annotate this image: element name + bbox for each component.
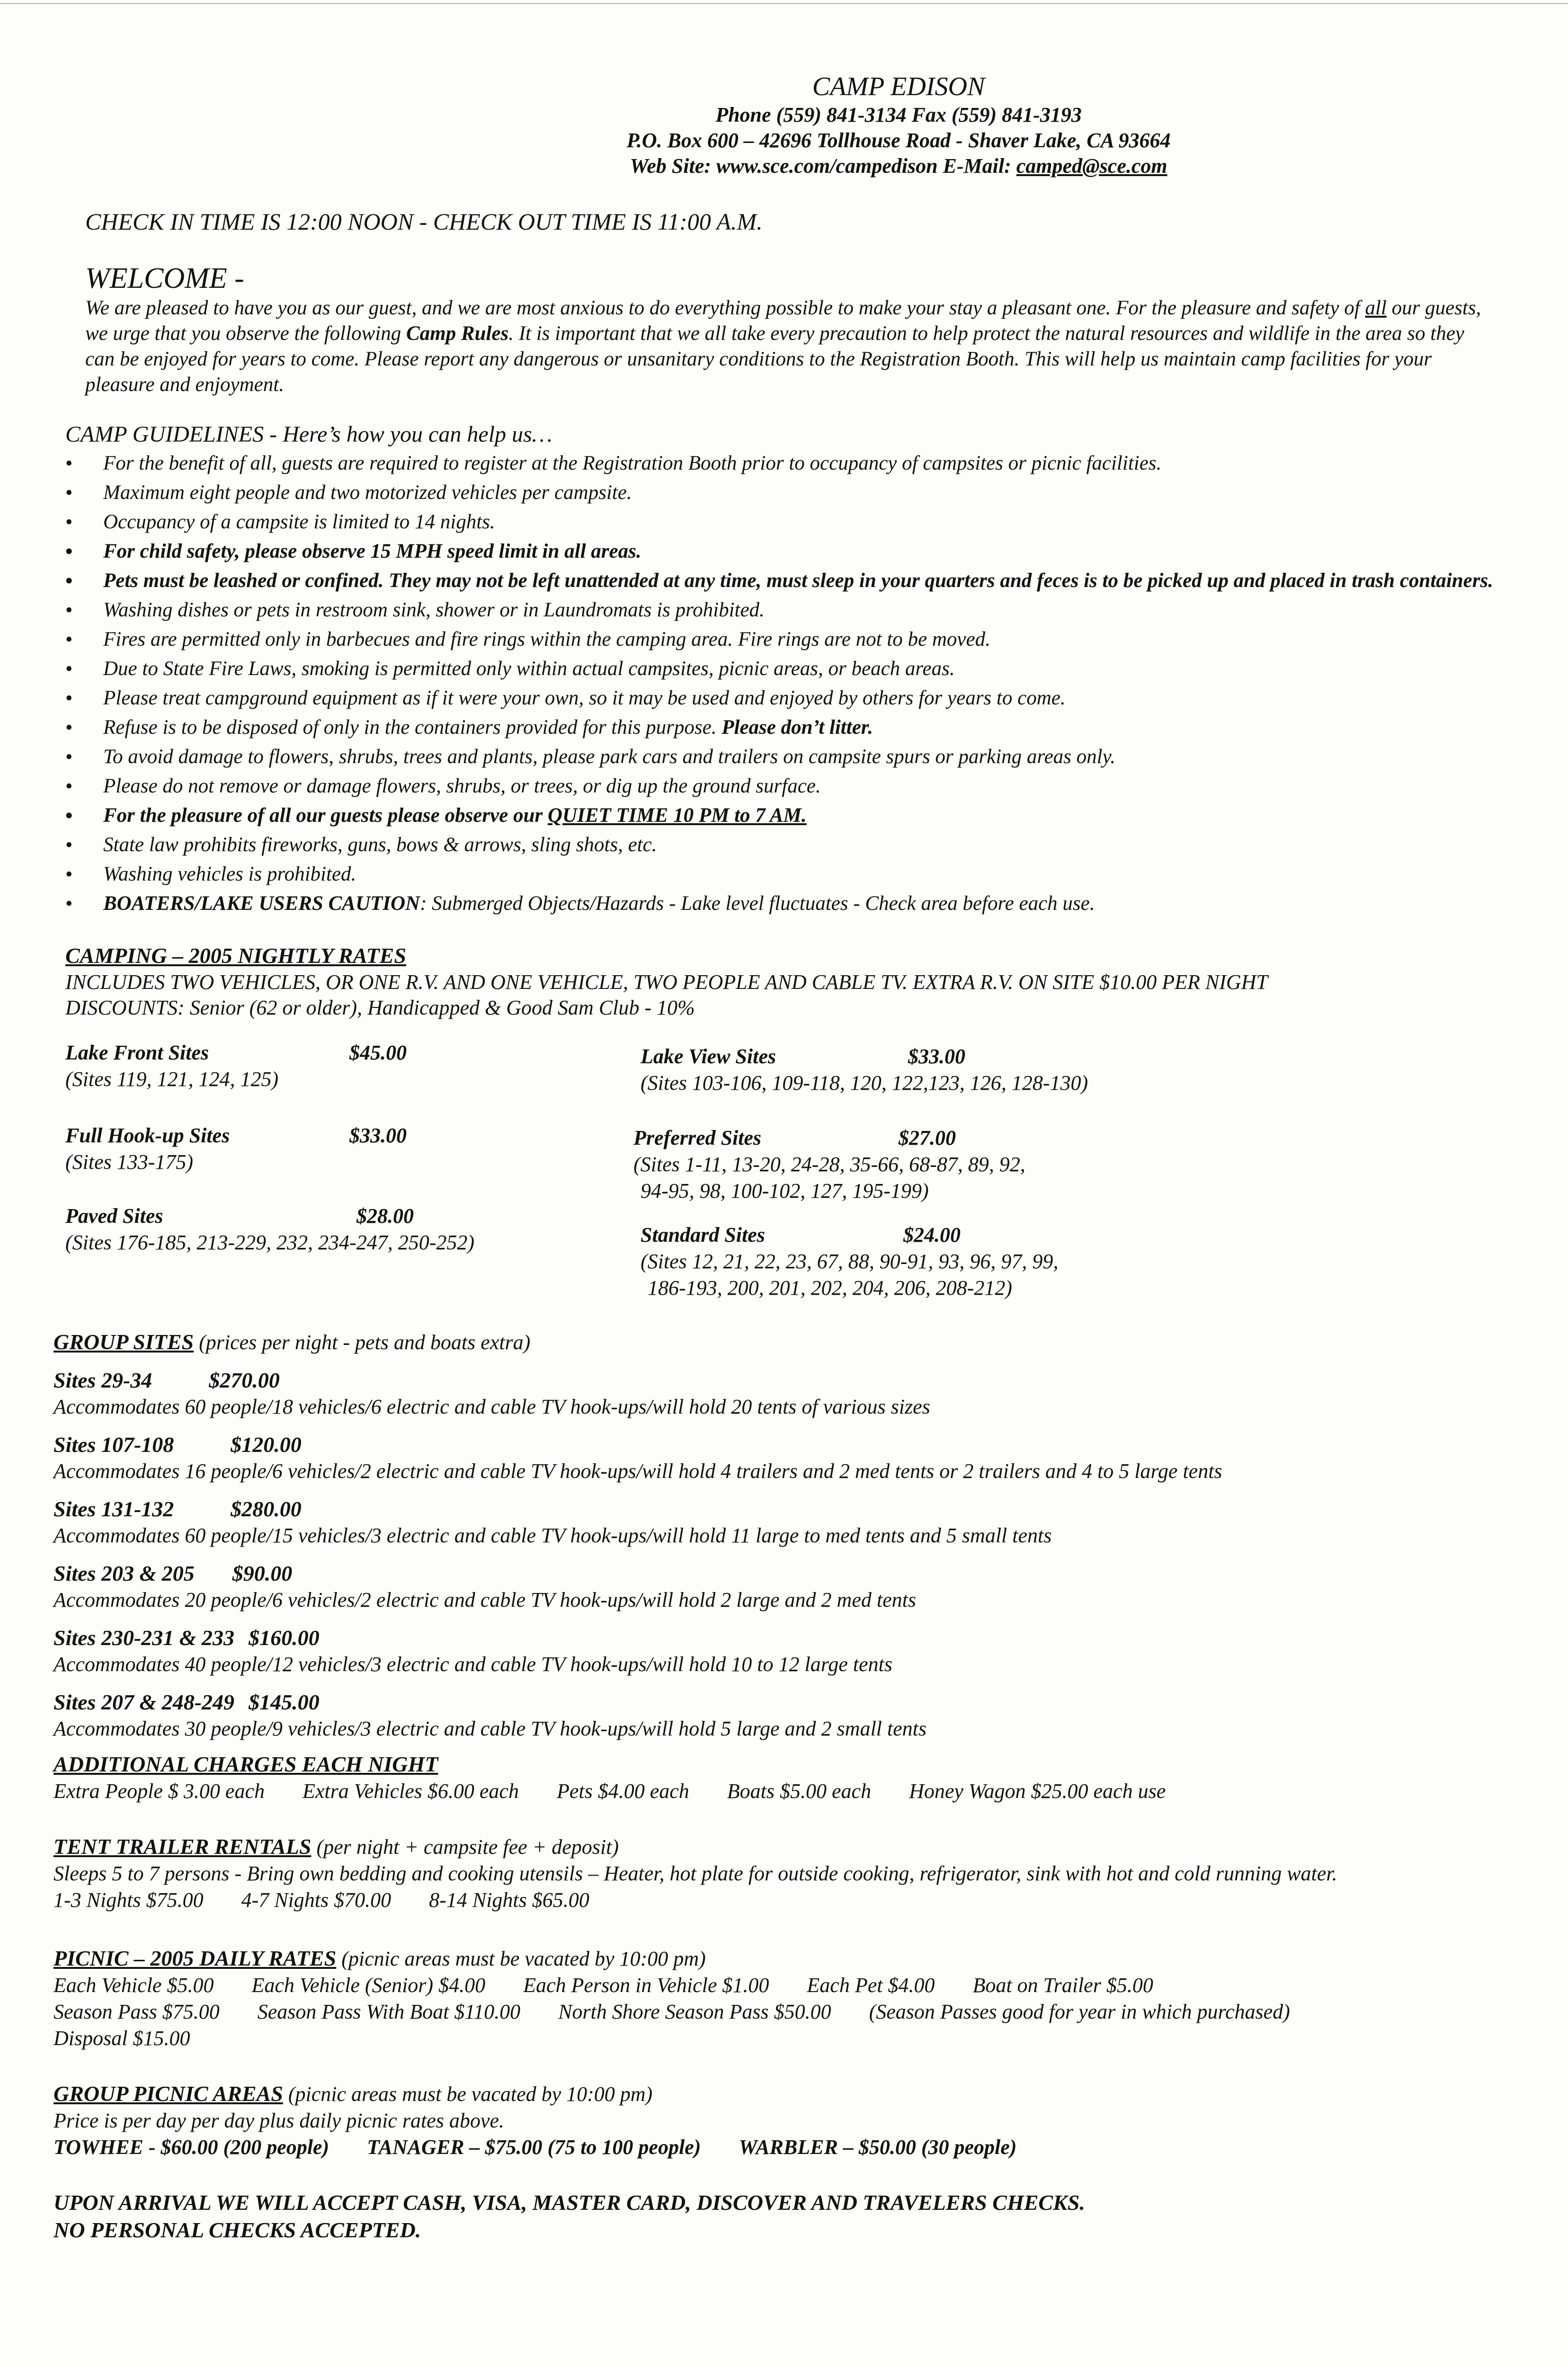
group-site-item: Sites 203 & 205 $90.00 Accommodates 20 people/6 vehicles/2 electric and cable TV hook-ups/will hold 2 large and 2 med tents bbox=[53, 1561, 916, 1611]
list-item: • Pets must be leashed or confined. They may not be left unattended at any time, must sleep in your quarters and feces is to be picked up and placed in trash containers. bbox=[65, 566, 1519, 596]
tent-trailer-desc: Sleeps 5 to 7 persons - Bring own bedding and cooking utensils – Heater, hot plate for outside cooking, refrigerator, sink with hot and cold running water. bbox=[53, 1862, 1337, 1885]
document-page bbox=[51, 71, 1519, 2244]
additional-charges-row: Extra People $ 3.00 each Extra Vehicles $6.00 each Pets $4.00 each Boats $5.00 each Honey Wagon $25.00 each use bbox=[53, 1780, 1166, 1803]
payment-notice bbox=[53, 2189, 1519, 2244]
site-rates-grid bbox=[65, 1040, 1519, 1343]
payment-line-2: NO PERSONAL CHECKS ACCEPTED. bbox=[53, 2218, 421, 2242]
email-link[interactable]: camped@sce.com bbox=[1016, 154, 1167, 178]
rates-discounts: DISCOUNTS: Senior (62 or older), Handicapped & Good Sam Club - 10% bbox=[65, 996, 695, 1019]
top-edge-line bbox=[0, 3, 1568, 4]
site-lake-view: Lake View Sites $33.00 (Sites 103-106, 109-118, 120, 122,123, 126, 128-130) bbox=[641, 1045, 1088, 1095]
checkin-time: CHECK IN TIME IS 12:00 NOON - CHECK OUT TIME IS 11:00 A.M. bbox=[85, 208, 763, 235]
group-site-item: Sites 131-132 $280.00 Accommodates 60 people/15 vehicles/3 electric and cable TV hook-ups/will hold 11 large to med tents and 5 small tents bbox=[53, 1497, 1052, 1547]
group-picnic-areas-row: TOWHEE - $60.00 (200 people) TANAGER – $75.00 (75 to 100 people) WARBLER – $50.00 (30 people) bbox=[53, 2136, 1017, 2159]
group-site-item: Sites 29-34 $270.00 Accommodates 60 people/18 vehicles/6 electric and cable TV hook-ups/will hold 20 tents of various sizes bbox=[53, 1368, 930, 1418]
tent-trailer-rentals: TENT TRAILER RENTALS (per night + campsite fee + deposit) Sleeps 5 to 7 persons - Bring own bedding and cooking utensils – Heater, hot plate for outside cooking, refrigerator, sink with hot and cold running water. 1-3 Nights $75.00 4-7 Nights $70.00 8-14 Nights $65.00 bbox=[53, 1833, 1519, 1913]
picnic-row-2: Season Pass $75.00 Season Pass With Boat $110.00 North Shore Season Pass $50.00 (Season Passes good for year in which purchased) bbox=[53, 2000, 1290, 2023]
boaters-caution: BOATERS/LAKE USERS CAUTION bbox=[103, 892, 420, 915]
header bbox=[278, 71, 1519, 179]
list-item: • For child safety, please observe 15 MPH speed limit in all areas. bbox=[65, 537, 1519, 566]
list-item: • Fires are permitted only in barbecues and fire rings within the camping area. Fire rings are not to be moved. bbox=[65, 625, 1519, 654]
camp-rules-emphasis: Camp Rules bbox=[406, 322, 509, 345]
web-email-line bbox=[278, 153, 1519, 179]
tent-trailer-heading: TENT TRAILER RENTALS bbox=[53, 1834, 312, 1859]
list-item: • Washing dishes or pets in restroom sink, shower or in Laundromats is prohibited. bbox=[65, 596, 1519, 625]
group-picnic-areas: GROUP PICNIC AREAS (picnic areas must be vacated by 10:00 pm) Price is per day per day plus daily picnic rates above. TOWHEE - $60.00 (200 people) TANAGER – $75.00 (75 to 100 people) WARBLER – $50.00 (30 people) bbox=[53, 2080, 1519, 2161]
group-site-item: Sites 230-231 & 233 $160.00 Accommodates 40 people/12 vehicles/3 electric and cable TV hook-ups/will hold 10 to 12 large tents bbox=[53, 1626, 892, 1676]
list-item: • Refuse is to be disposed of only in the containers provided for this purpose. Please don’t litter. bbox=[65, 713, 1519, 742]
group-sites bbox=[53, 1328, 1519, 2244]
picnic-row-3: Disposal $15.00 bbox=[53, 2027, 190, 2050]
site-lake-front: Lake Front Sites $45.00 (Sites 119, 121, 124, 125) bbox=[65, 1041, 407, 1091]
phone-fax: Phone (559) 841-3134 Fax (559) 841-3193 bbox=[715, 103, 1082, 126]
list-item: • Due to State Fire Laws, smoking is permitted only within actual campsites, picnic areas, or beach areas. bbox=[65, 654, 1519, 684]
list-item: • Please treat campground equipment as if it were your own, so it may be used and enjoyed by others for years to come. bbox=[65, 684, 1519, 713]
list-item: • To avoid damage to flowers, shrubs, trees and plants, please park cars and trailers on campsite spurs or parking areas only. bbox=[65, 742, 1519, 772]
all-underlined: all bbox=[1365, 297, 1387, 319]
page-title: CAMP EDISON bbox=[812, 72, 985, 101]
site-preferred: Preferred Sites $27.00 (Sites 1-11, 13-20, 24-28, 35-66, 68-87, 89, 92, 94-95, 98, 100-102, 127, 195-199) bbox=[633, 1126, 1025, 1202]
quiet-time: QUIET TIME 10 PM to 7 AM. bbox=[547, 804, 807, 827]
group-sites-heading-line: GROUP SITES (prices per night - pets and boats extra) bbox=[53, 1330, 531, 1354]
list-item: • Washing vehicles is prohibited. bbox=[65, 860, 1519, 889]
group-sites-heading: GROUP SITES bbox=[53, 1330, 194, 1354]
tent-trailer-prices: 1-3 Nights $75.00 4-7 Nights $70.00 8-14 Nights $65.00 bbox=[53, 1888, 589, 1912]
camping-rates-heading: CAMPING – 2005 NIGHTLY RATES bbox=[65, 943, 406, 968]
guidelines-heading: CAMP GUIDELINES - Here’s how you can help us… bbox=[65, 422, 552, 447]
payment-line-1: UPON ARRIVAL WE WILL ACCEPT CASH, VISA, MASTER CARD, DISCOVER AND TRAVELERS CHECKS. bbox=[53, 2190, 1085, 2215]
address: P.O. Box 600 – 42696 Tollhouse Road - Shaver Lake, CA 93664 bbox=[626, 129, 1171, 152]
group-site-item: Sites 207 & 248-249 $145.00 Accommodates 30 people/9 vehicles/3 electric and cable TV hook-ups/will hold 5 large and 2 small tents bbox=[53, 1690, 927, 1740]
dont-litter: Please don’t litter. bbox=[722, 716, 873, 739]
welcome-paragraph: We are pleased to have you as our guest, and we are most anxious to do everything possible to make your stay a pleasant one. For the pleasure and safety of all our guests, we urge that you observe the following Camp Rules. It is important that we all take every precaution to help protect the natural resources and wildlife in the area so they can be enjoyed for years to come. Please report any dangerous or unsanitary conditions to the Registration Booth. This will help us maintain camp facilities for your pleasure and enjoyment. bbox=[85, 297, 1481, 396]
group-picnic-heading: GROUP PICNIC AREAS bbox=[53, 2082, 283, 2106]
list-item: • BOATERS/LAKE USERS CAUTION: Submerged Objects/Hazards - Lake level fluctuates - Check area before each use. bbox=[65, 889, 1519, 918]
list-item: • Occupancy of a campsite is limited to 14 nights. bbox=[65, 507, 1519, 537]
rates-includes: INCLUDES TWO VEHICLES, OR ONE R.V. AND ONE VEHICLE, TWO PEOPLE AND CABLE TV. EXTRA R.V. ON SITE $10.00 PER NIGHT bbox=[65, 970, 1268, 994]
list-item: • State law prohibits fireworks, guns, bows & arrows, sling shots, etc. bbox=[65, 830, 1519, 860]
list-item: • For the pleasure of all our guests please observe our QUIET TIME 10 PM to 7 AM. bbox=[65, 801, 1519, 830]
additional-charges-heading: ADDITIONAL CHARGES EACH NIGHT bbox=[53, 1752, 438, 1776]
picnic-row-1: Each Vehicle $5.00 Each Vehicle (Senior) $4.00 Each Person in Vehicle $1.00 Each Pet $4.00 Boat on Trailer $5.00 bbox=[53, 1974, 1153, 1997]
site-standard: Standard Sites $24.00 (Sites 12, 21, 22, 23, 67, 88, 90-91, 93, 96, 97, 99, 186-193, 200, 201, 202, 204, 206, 208-212) bbox=[641, 1223, 1059, 1299]
welcome-heading: WELCOME - bbox=[85, 262, 244, 294]
group-site-item: Sites 107-108 $120.00 Accommodates 16 people/6 vehicles/2 electric and cable TV hook-ups/will hold 4 trailers and 2 med tents or 2 trailers and 4 to 5 large tents bbox=[53, 1433, 1222, 1483]
site-paved: Paved Sites $28.00 (Sites 176-185, 213-229, 232, 234-247, 250-252) bbox=[65, 1204, 475, 1254]
picnic-rates: PICNIC – 2005 DAILY RATES (picnic areas must be vacated by 10:00 pm) Each Vehicle $5.00 Each Vehicle (Senior) $4.00 Each Person in Vehicle $1.00 Each Pet $4.00 Boat on Trailer $5.00 Season Pass $75.00 Season Pass With Boat $110.00 North Shore Season Pass $50.00 (Season Passes good for year in which purchased) Disposal $15.00 bbox=[53, 1945, 1519, 2052]
picnic-rates-heading: PICNIC – 2005 DAILY RATES bbox=[53, 1946, 337, 1970]
additional-charges bbox=[53, 1751, 1519, 1805]
list-item: • Please do not remove or damage flowers, shrubs, or trees, or dig up the ground surface. bbox=[65, 772, 1519, 801]
site-full-hookup: Full Hook-up Sites $33.00 (Sites 133-175) bbox=[65, 1124, 407, 1174]
guidelines-list bbox=[65, 449, 1519, 918]
list-item: • Maximum eight people and two motorized vehicles per campsite. bbox=[65, 478, 1519, 507]
list-item: • For the benefit of all, guests are required to register at the Registration Booth prior to occupancy of campsites or picnic facilities. bbox=[65, 449, 1519, 478]
group-picnic-desc: Price is per day per day plus daily picnic rates above. bbox=[53, 2109, 504, 2132]
web-site: Web Site: www.sce.com/campedison E-Mail: bbox=[630, 154, 1016, 178]
camping-rates bbox=[65, 942, 1519, 1021]
